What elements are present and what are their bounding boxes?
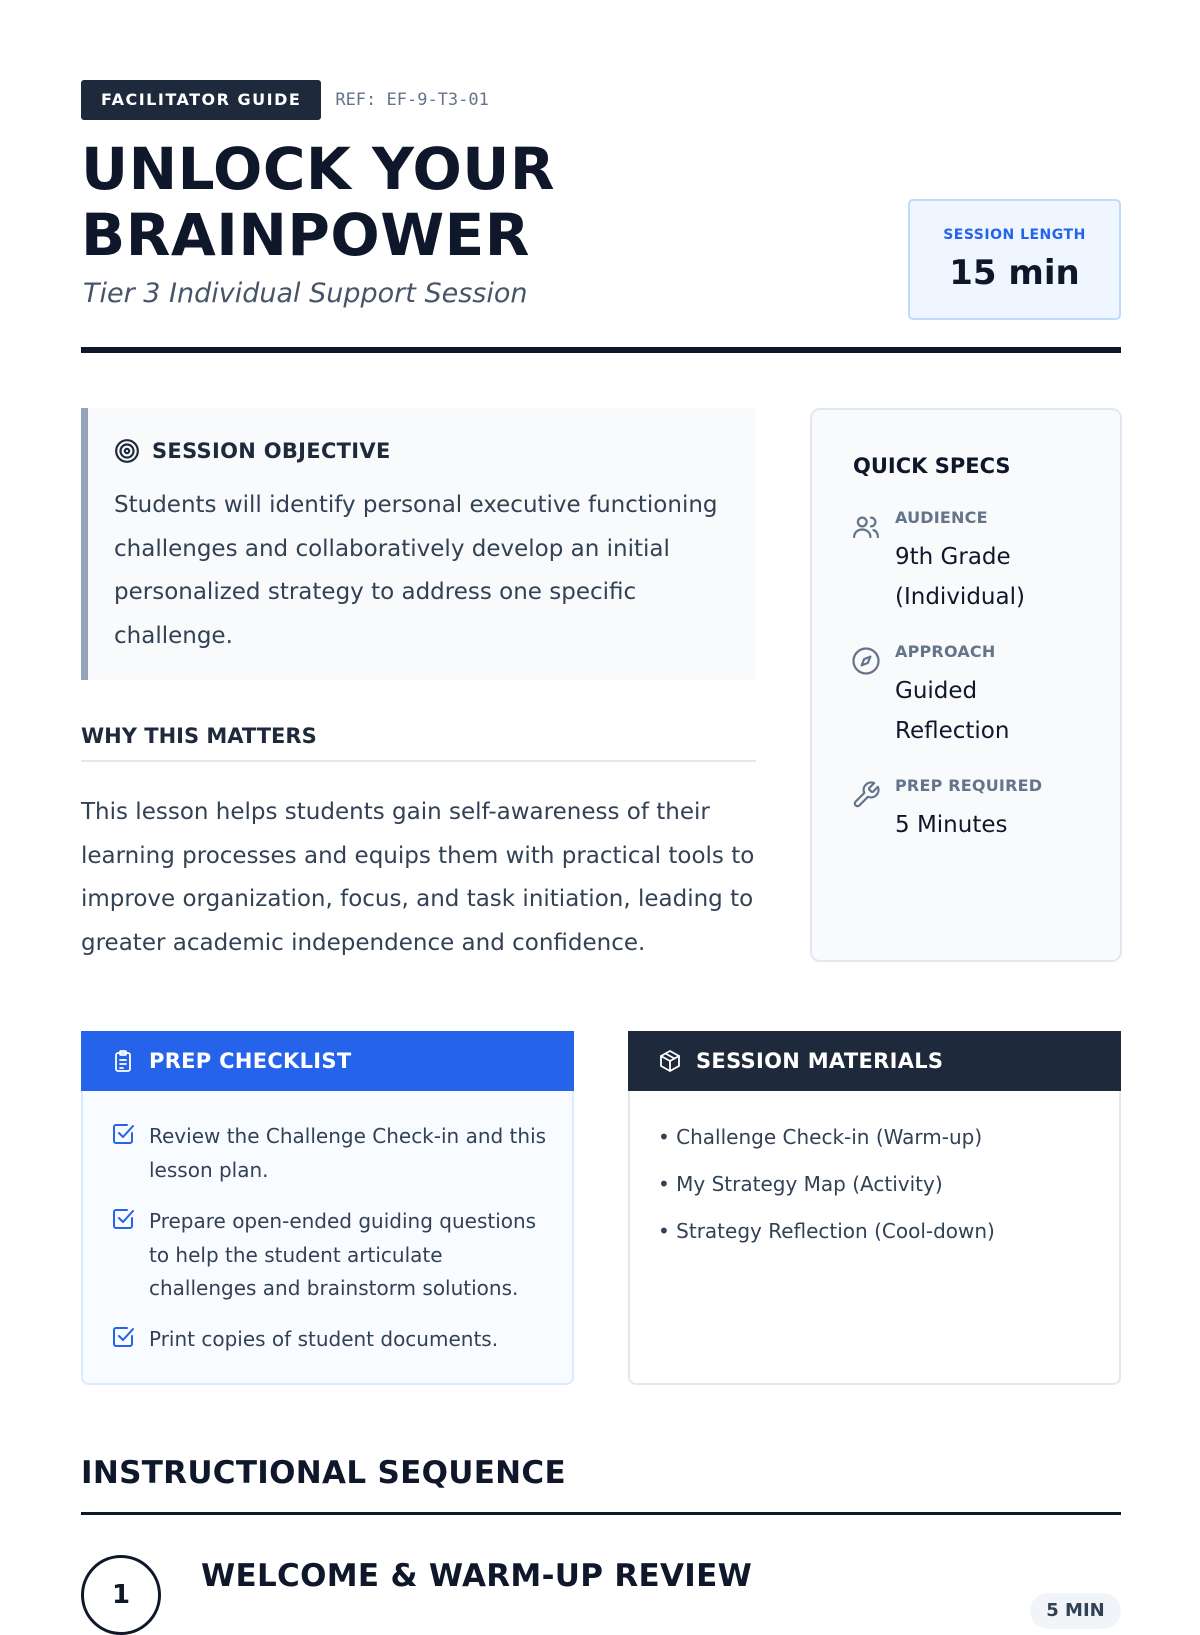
- package-icon: [658, 1049, 682, 1073]
- prep-checklist-title: PREP CHECKLIST: [149, 1049, 352, 1073]
- session-length-box: [908, 199, 1121, 320]
- session-materials-header: [628, 1031, 1121, 1091]
- reference-code: REF: EF-9-T3-01: [335, 90, 489, 110]
- checklist-item: [111, 1323, 551, 1357]
- header-divider: [81, 347, 1121, 353]
- checklist-item: [111, 1205, 551, 1306]
- objective-text: Students will identify personal executive functioning challenges and collaboratively develop an initial personalized strategy to address one specific challenge.: [114, 492, 718, 649]
- session-length-value: 15 min: [949, 253, 1080, 293]
- material-item: • Challenge Check-in (Warm-up): [658, 1125, 983, 1149]
- spec-prep-required: [851, 776, 1042, 845]
- checklist-item-text: Prepare open-ended guiding questions to help the student articulate challenges and brainstorm solutions.: [149, 1209, 537, 1300]
- spec-audience-value: [895, 537, 1025, 617]
- sequence-divider: [81, 1512, 1121, 1515]
- title-line-1: UNLOCK YOUR: [81, 135, 556, 203]
- checklist-item-text: Print copies of student documents.: [149, 1327, 499, 1351]
- objective-header: [114, 438, 391, 464]
- checkbox-checked-icon: [111, 1207, 135, 1231]
- step-number-badge: 1: [81, 1555, 161, 1635]
- step-duration-badge: 5 MIN: [1030, 1593, 1121, 1629]
- spec-prep-value: 5 Minutes: [895, 812, 1008, 838]
- session-length-label: SESSION LENGTH: [943, 227, 1086, 243]
- prep-checklist-card: [81, 1031, 574, 1385]
- spec-audience-label: AUDIENCE: [895, 508, 988, 527]
- checkbox-checked-icon: [111, 1325, 135, 1349]
- users-icon: [851, 512, 881, 542]
- quick-specs-title: QUICK SPECS: [853, 454, 1011, 478]
- spec-audience-value-line-1: 9th Grade: [895, 544, 1011, 570]
- instructional-sequence-title: INSTRUCTIONAL SEQUENCE: [81, 1455, 566, 1491]
- facilitator-guide-page: [81, 0, 1121, 1621]
- spec-audience: [851, 508, 1025, 617]
- wrench-icon: [851, 780, 881, 810]
- session-materials-title: SESSION MATERIALS: [696, 1049, 944, 1073]
- session-objective-panel: [81, 408, 756, 680]
- why-divider: [81, 760, 756, 762]
- why-this-matters-text: This lesson helps students gain self-awareness of their learning processes and equips them with practical tools to improve organization, focus, and task initiation, leading to greater academic independence and confidence.: [81, 799, 755, 956]
- material-item: • Strategy Reflection (Cool-down): [658, 1219, 995, 1243]
- checkbox-checked-icon: [111, 1122, 135, 1146]
- title-line-2: BRAINPOWER: [81, 201, 530, 269]
- session-materials-card: [628, 1031, 1121, 1385]
- spec-approach: [851, 642, 1009, 751]
- page-subtitle: Tier 3 Individual Support Session: [83, 278, 528, 309]
- material-item: • My Strategy Map (Activity): [658, 1172, 943, 1196]
- header-meta: [81, 80, 489, 120]
- checklist-item-text: Review the Challenge Check-in and this lesson plan.: [149, 1124, 547, 1182]
- spec-prep-label: PREP REQUIRED: [895, 776, 1043, 795]
- spec-approach-value: [895, 671, 1009, 751]
- spec-approach-value-line-2: Reflection: [895, 718, 1010, 744]
- objective-title: SESSION OBJECTIVE: [152, 439, 391, 463]
- prep-checklist-header: [81, 1031, 574, 1091]
- spec-audience-value-line-2: (Individual): [895, 584, 1025, 610]
- facilitator-guide-badge: FACILITATOR GUIDE: [81, 80, 321, 120]
- page-title: [81, 136, 555, 268]
- spec-approach-value-line-1: Guided: [895, 678, 978, 704]
- why-this-matters-title: WHY THIS MATTERS: [81, 724, 317, 748]
- target-icon: [114, 438, 140, 464]
- quick-specs-panel: [810, 408, 1122, 962]
- checklist-item: [111, 1120, 551, 1187]
- clipboard-icon: [111, 1049, 135, 1073]
- spec-approach-label: APPROACH: [895, 642, 996, 661]
- compass-icon: [851, 646, 881, 676]
- step-title: WELCOME & WARM-UP REVIEW: [201, 1558, 753, 1594]
